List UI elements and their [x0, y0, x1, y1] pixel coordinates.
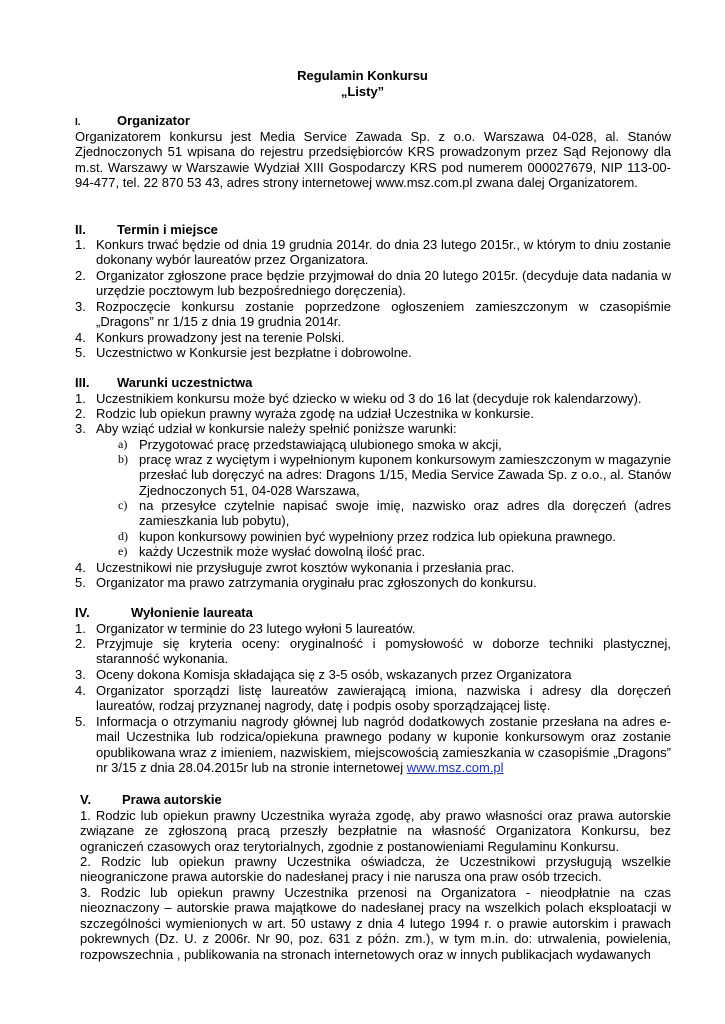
doc-subtitle: „Listy” [340, 84, 385, 99]
list-item: 5. Uczestnictwo w Konkursie jest bezpłatne i dobrowolne. [75, 345, 412, 360]
doc-title: Regulamin Konkursu [297, 68, 428, 83]
list-item: 1. Konkurs trwać będzie od dnia 19 grudnia 2014r. do dnia 23 lutego 2015r., w którym to dniu zostanie dokonany wybór laureatów przez Organizatora. [75, 237, 671, 268]
section-3-number: III. [75, 375, 90, 390]
list-item: 3. Oceny dokona Komisja składająca się z 3-5 osób, wskazanych przez Organizatora [75, 667, 572, 682]
paragraph: 3. Rodzic lub opiekun prawny Uczestnika przenosi na Organizatora - nieodpłatnie na czas nieoznaczony – autorskie prawa majątkowe do nadesłanej pracy na wszelkich polach eksploatacji w szczególności wymienionych w art. 50 ustawy z dnia 4 lutego 1994 r. o prawie autorskim i prawach pokrewnych (Dz. U. z 2006r. Nr 90, poz. 631 z późn. zm.), w tym m.in. do: utrwalenia, powielenia, rozpowszechnia , publikowania na stronach internetowych oraz w innych publikacjach wydawanych [80, 885, 671, 962]
list-item: 4. Organizator sporządzi listę laureatów zawierającą imiona, nazwiska i adresy dla doręczeń laureatów, rodzaj przyznanej nagrody, datę i podpis osoby sporządzającej listę. [75, 683, 671, 714]
section-4-heading [75, 605, 253, 620]
list-item: 2. Organizator zgłoszone prace będzie przyjmował do dnia 20 lutego 2015r. (decyduje data nadania w urzędzie pocztowym lub bezpośredniego doręczenia). [75, 268, 671, 299]
section-2-title: Termin i miejsce [117, 222, 218, 237]
sub-list-item: d) kupon konkursowy powinien być wypełniony przez rodzica lub opiekuna prawnego. [118, 529, 616, 544]
paragraph: 2. Rodzic lub opiekun prawny Uczestnika oświadcza, że Uczestnikowi przysługują wszelkie nieograniczone prawa autorskie do nadesłanej pracy i nie narusza ona praw osób trzecich. [80, 854, 671, 885]
section-2-number: II. [75, 222, 86, 237]
website-link[interactable]: www.msz.com.pl [406, 760, 504, 776]
list-item: 4. Konkurs prowadzony jest na terenie Polski. [75, 330, 345, 345]
sub-list-item: a) Przygotować pracę przedstawiającą ulubionego smoka w akcji, [118, 437, 502, 452]
list-item: 2. Rodzic lub opiekun prawny wyraża zgodę na udział Uczestnika w konkursie. [75, 406, 534, 421]
list-item: 5. Organizator ma prawo zatrzymania oryginału prac zgłoszonych do konkursu. [75, 575, 537, 590]
sub-list-item: e) każdy Uczestnik może wysłać dowolną ilość prac. [118, 544, 426, 559]
list-item: 1. Uczestnikiem konkursu może być dziecko w wieku od 3 do 16 lat (decyduje rok kalendarzowy). [75, 391, 642, 406]
section-4-number: IV. [75, 605, 90, 620]
list-item: 3. Aby wziąć udział w konkursie należy spełnić poniższe warunki: [75, 421, 457, 436]
list-item: 3. Rozpoczęcie konkursu zostanie poprzedzone ogłoszeniem zamieszczonym w czasopiśmie „Dragons” nr 1/15 z dnia 19 grudnia 2014r. [75, 299, 671, 330]
list-item: 1. Organizator w terminie do 23 lutego wyłoni 5 laureatów. [75, 621, 416, 636]
section-3-title: Warunki uczestnictwa [117, 375, 253, 390]
section-1-heading [75, 113, 190, 130]
paragraph: 1. Rodzic lub opiekun prawny Uczestnika wyraża zgodę, aby prawo własności oraz prawa autorskie związane ze zgłoszoną pracą przeszły bezpłatnie na własność Organizatora Konkursu, bez ograniczeń czasowych oraz terytorialnych, zgodnie z postanowieniami Regulaminu Konkursu. [80, 808, 671, 854]
section-1-number: I. [75, 117, 81, 128]
section-1-title: Organizator [117, 113, 190, 128]
section-3-heading [75, 375, 253, 390]
section-5-number: V. [80, 792, 92, 807]
section-2-heading [75, 222, 218, 237]
sub-list-item: b) pracę wraz z wyciętym i wypełnionym kuponem konkursowym zamieszczonym w magazynie przesłać lub doręczyć na adres: Dragons 1/15, Media Service Zawada Sp. z o.o., al. Stanów Zjednoczonych 51, 04-028 Warszawa, [118, 452, 671, 498]
section-4-title: Wyłonienie laureata [131, 605, 253, 620]
section-5-heading [80, 792, 222, 807]
section-1-text: Organizatorem konkursu jest Media Service Zawada Sp. z o.o. Warszawa 04-028, al. Stanów Zjednoczonych 51 wpisana do rejestru przedsiębiorców KRS prowadzonym przez Sąd Rejonowy dla m.st. Warszawy w Warszawie Wydział XIII Gospodarczy KRS pod numerem 000027679, NIP 113-00-94-477, tel. 22 870 53 43, adres strony internetowej www.msz.com.pl zwana dalej Organizatorem. [75, 129, 671, 191]
list-item: 2. Przyjmuje się kryteria oceny: oryginalność i pomysłowość w doborze techniki plastycznej, staranność wykonania. [75, 636, 671, 667]
section-5-title: Prawa autorskie [122, 792, 222, 807]
list-item: 5. Informacja o otrzymaniu nagrody głównej lub nagród dodatkowych zostanie przesłana na adres e-mail Uczestnika lub rodzica/opiekuna prawnego podany w kuponie konkursowym oraz zostanie opublikowana wraz z imieniem, nazwiskiem, miejscowością zamieszkania w czasopiśmie „Dragons” nr 3/15 z dnia 28.04.2015r lub na stronie internetowej www.msz.com.pl [75, 714, 671, 776]
sub-list-item: c) na przesyłce czytelnie napisać swoje imię, nazwisko oraz adres dla doręczeń (adres zamieszkania lub pobytu), [118, 498, 671, 529]
list-item: 4. Uczestnikowi nie przysługuje zwrot kosztów wykonania i przesłania prac. [75, 560, 515, 575]
